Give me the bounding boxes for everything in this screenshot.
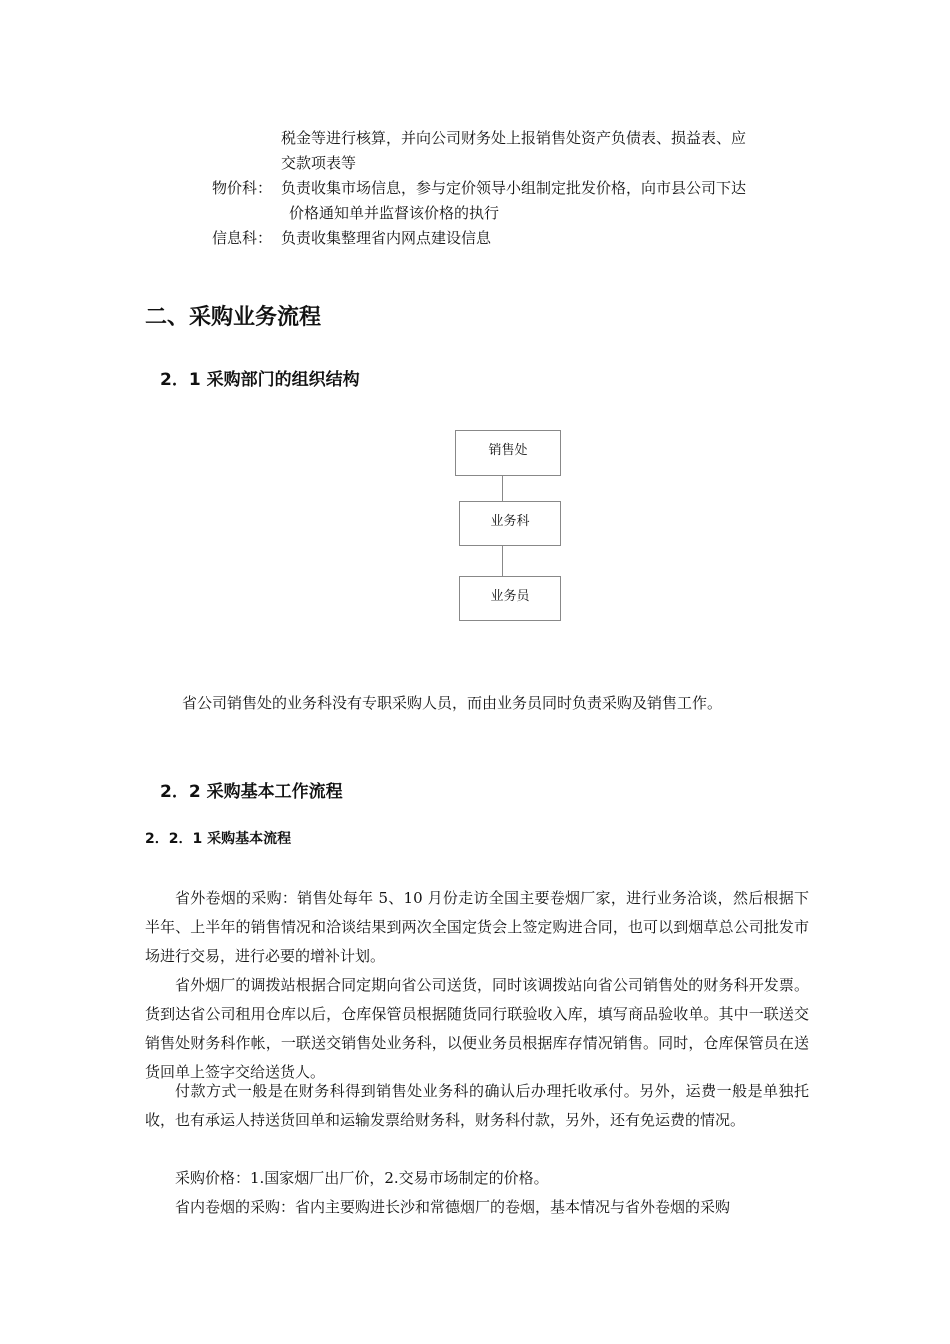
subsection-heading-2-2-1: 2．2．1 采购基本流程 <box>145 831 292 847</box>
section-heading: 二、采购业务流程 <box>145 305 322 330</box>
info-dept-label: 信息科： <box>212 229 273 247</box>
org-connector-2 <box>502 546 503 576</box>
subsection-heading-2-1: 2．1 采购部门的组织结构 <box>160 370 360 390</box>
org-connector-1 <box>502 476 503 501</box>
finance-duty-line-1: 税金等进行核算，并向公司财务处上报销售处资产负债表、损益表、应 <box>281 129 747 147</box>
org-node-sales-office: 销售处 <box>455 430 561 476</box>
price-duty-line-2: 价格通知单并监督该价格的执行 <box>289 204 500 222</box>
paragraph-purchase-price: 采购价格：1.国家烟厂出厂价，2.交易市场制定的价格。 <box>175 1169 549 1187</box>
paragraph-delivery-process: 省外烟厂的调拨站根据合同定期向省公司送货，同时该调拨站向省公司销售处的财务科开发票。货到达省公司租用仓库以后，仓库保管员根据随货同行联验收入库，填写商品验收单。其中一联送交销售处财务科作帐，一联送交销售处业务科，以便业务员根据库存情况销售。同时，仓库保管员在送货回单上签字交给送货人。 <box>145 976 809 1081</box>
paragraph-inside-procurement: 省内卷烟的采购：省内主要购进长沙和常德烟厂的卷烟，基本情况与省外卷烟的采购 <box>175 1198 731 1216</box>
price-dept-label: 物价科： <box>212 179 273 197</box>
info-duty-line: 负责收集整理省内网点建设信息 <box>281 229 492 247</box>
finance-duty-line-2: 交款项表等 <box>281 154 357 172</box>
org-node-business-section: 业务科 <box>459 501 561 546</box>
paragraph-payment-method: 付款方式一般是在财务科得到销售处业务科的确认后办理托收承付。另外，运费一般是单独托收，也有承运人持送货回单和运输发票给财务科，财务科付款，另外，还有免运费的情况。 <box>145 1082 809 1129</box>
org-note: 省公司销售处的业务科没有专职采购人员，而由业务员同时负责采购及销售工作。 <box>182 694 723 712</box>
subsection-heading-2-2: 2．2 采购基本工作流程 <box>160 782 343 802</box>
org-node-salesperson: 业务员 <box>459 576 561 621</box>
price-duty-line-1: 负责收集市场信息，参与定价领导小组制定批发价格，向市县公司下达 <box>281 179 747 197</box>
paragraph-outside-procurement: 省外卷烟的采购：销售处每年 5、10 月份走访全国主要卷烟厂家，进行业务洽谈，然后根据下半年、上半年的销售情况和洽谈结果到两次全国定货会上签定购进合同，也可以到烟草总公司批发市场进行交易，进行必要的增补计划。 <box>145 889 809 965</box>
